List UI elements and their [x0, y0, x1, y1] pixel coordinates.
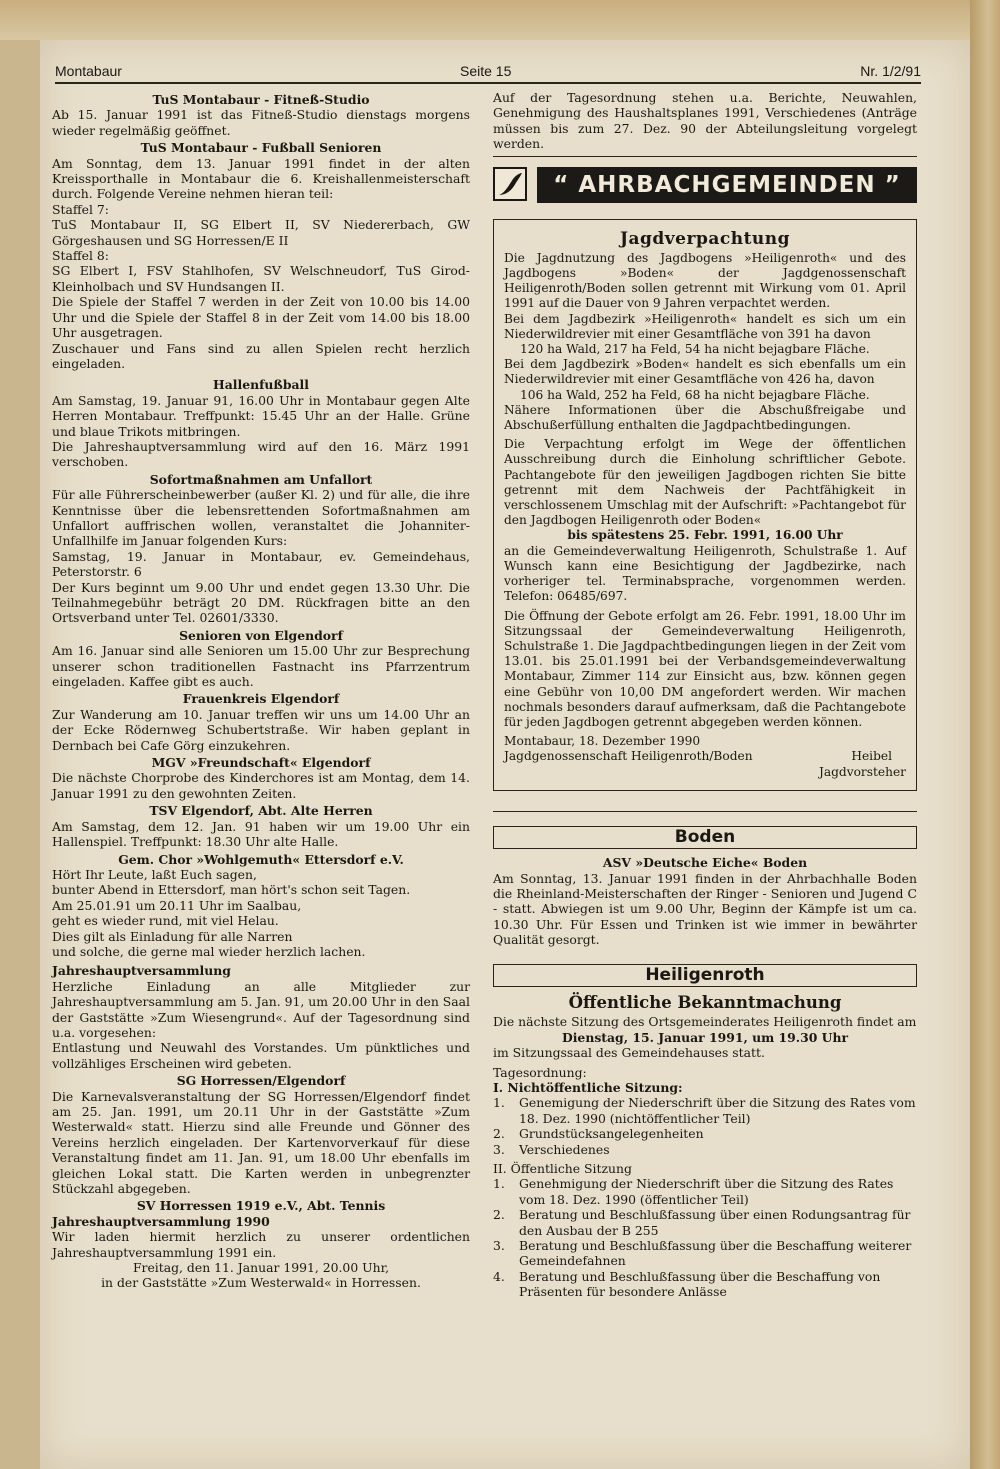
notice-deadline: bis spätestens 25. Febr. 1991, 16.00 Uhr — [567, 528, 843, 543]
article-text: Samstag, 19. Januar in Montabaur, ev. Gemeindehaus, Peterstorstr. 6 — [52, 548, 470, 580]
section-header-boden: Boden — [493, 826, 917, 849]
notice-text: Bei dem Jagdbezirk »Boden« handelt es sich ebenfalls um ein Niederwildrevier mit einer Gesamtfläche von 426 ha, davon — [504, 357, 906, 387]
article-text: Herzliche Einladung an alle Mitglieder zur Jahreshauptversammlung am 5. Jan. 91, um 20.00 Uhr in den Saal der Gaststätte »Zum Wiesengrund«. Auf der Tagesordnung sind u.a. vorgesehen: — [52, 978, 470, 1040]
article-title: SG Horressen/Elgendorf — [176, 1073, 346, 1089]
agenda-label: Tagesordnung: — [493, 1064, 587, 1080]
article-text: Entlastung und Neuwahl des Vorstandes. Um pünktliches und vollzähliges Erscheinen wird gebeten. — [52, 1040, 470, 1071]
article-title: Hallenfußball — [213, 377, 309, 393]
signer-name: Heibel — [851, 749, 892, 764]
notice-text: Die Jagdnutzung des Jagdbogens »Heiligenroth« und des Jagdbogens »Boden« der Jagdgenossenschaft Heiligenroth/Boden sollen getrennt mit Wirkung vom 01. April 1991 auf die Dauer von 9 Jahren verpachtet werden. — [504, 250, 906, 311]
agenda-item: 4. Beratung und Beschlußfassung über die Beschaffung von Präsenten für besondere Anlässe — [493, 1268, 881, 1300]
divider — [493, 811, 917, 812]
article-text: Am Sonntag, 13. Januar 1991 finden in der Ahrbachhalle Boden die Rheinland-Meisterschaften der Ringer - Senioren und Jugend C - statt. Abwiegen ist um 9.00 Uhr, Beginn der Kämpfe ist um ca. 10.30 Uhr. Für Essen und Trinken ist wie immer in bewährter Qualität gesorgt. — [493, 870, 917, 948]
article-text: Die Karnevalsveranstaltung der SG Horressen/Elgendorf findet am 25. Jan. 1991, um 20.11 Uhr in der Gaststätte »Zum Westerwald« statt. Hierzu sind alle Freunde und Gönner des Vereins herzlich eingeladen. Der Kartenvorverkauf für diese Veranstaltung findet am 11. Jan. 91, um 18.00 Uhr ebenfalls im gleichen Lokal statt. Die Karten werden in unbegrenzter Stückzahl abgegeben. — [52, 1088, 470, 1197]
notice-text: an die Gemeindeverwaltung Heiligenroth, Schulstraße 1. Auf Wunsch kann eine Besichtigung der Jagdbezirke, nach vorheriger tel. Terminabsprache, vorgenommen werden. Telefon: 06485/697. — [504, 543, 906, 604]
signer-role: Jagdvorsteher — [818, 764, 906, 779]
agenda-item: 1. Genemigung der Niederschrift über die Sitzung des Rates vom 18. Dez. 1990 (nichtöffentlicher Teil) — [493, 1095, 916, 1126]
signature-row — [504, 749, 906, 764]
article-title: Frauenkreis Elgendorf — [182, 691, 340, 707]
article-text: Wir laden hiermit herzlich zu unserer ordentlichen Jahreshauptversammlung 1991 ein. — [52, 1229, 470, 1260]
article-subtitle: Jahreshauptversammlung 1990 — [52, 1213, 270, 1229]
notice-title: Jagdverpachtung — [619, 228, 791, 249]
agenda-section-label: I. Nichtöffentliche Sitzung: — [493, 1080, 683, 1096]
article-title: SV Horressen 1919 e.V., Abt. Tennis — [136, 1198, 386, 1214]
article-text: Am Sonntag, dem 13. Januar 1991 findet in der alten Kreissporthalle in Montabaur die 6. Kreishallenmeisterschaft durch. Folgende Vereine nehmen hieran teil: — [52, 155, 470, 202]
notice-text: 120 ha Wald, 217 ha Feld, 54 ha nicht bejagbare Fläche. — [520, 342, 870, 357]
article-text: Zuschauer und Fans sind zu allen Spielen recht herzlich eingeladen. — [52, 340, 470, 371]
agenda-section-label: II. Öffentliche Sitzung — [493, 1161, 632, 1177]
event-place: in der Gaststätte »Zum Westerwald« in Horressen. — [101, 1275, 421, 1291]
article-title: TuS Montabaur - Fitneß-Studio — [152, 92, 370, 107]
notice-text: Die Verpachtung erfolgt im Wege der öffentlichen Ausschreibung durch die Einholung schriftlicher Gebote. Pachtangebote für den jeweiligen Jagdbogen richten Sie bitte getrennt mit dem Nachweis der Pachtfähigkeit in verschlossenem Umschlag mit der Aufschrift: »Pachtangebot für den Jagdbogen Heiligenroth oder Boden« — [504, 437, 906, 528]
article-text: SG Elbert I, FSV Stahlhofen, SV Welschneudorf, TuS Girod-Kleinholbach und SV Hundsangen II. — [52, 263, 470, 294]
page-header — [55, 62, 921, 84]
meeting-date: Dienstag, 15. Januar 1991, um 19.30 Uhr — [561, 1029, 848, 1045]
notice-date: Montabaur, 18. Dezember 1990 — [504, 734, 701, 749]
poem-line: bunter Abend in Ettersdorf, man hört's schon seit Tagen. — [52, 882, 411, 898]
article-title: Jahreshauptversammlung — [52, 963, 231, 979]
agenda-list-public — [493, 1176, 917, 1299]
meeting-place: im Sitzungssaal des Gemeindehauses statt. — [493, 1045, 765, 1061]
article-text: Am Samstag, dem 12. Jan. 91 haben wir um 19.00 Uhr ein Hallenspiel. Treffpunkt: 18.30 Uhr alte Halle. — [52, 818, 470, 850]
right-column — [493, 90, 917, 1300]
article-title: TuS Montabaur - Fußball Senioren — [140, 140, 382, 156]
page-top-edge — [0, 0, 1000, 40]
section-header-heiligenroth: Heiligenroth — [493, 964, 917, 987]
article-text: Am 16. Januar sind alle Senioren um 15.00 Uhr zur Besprechung unserer schon traditionellen Fastnacht ins Pfarrzentrum eingeladen. Kaffee gibt es auch. — [52, 643, 470, 690]
article-text: Für alle Führerscheinbewerber (außer Kl. 2) und für alle, die ihre Kenntnisse über die lebensrettenden Sofortmaßnahmen am Unfallort auffrischen wollen, veranstaltet die Johanniter-Unfallhilfe im Januar folgenden Kurs: — [52, 487, 470, 549]
article-text: Am Samstag, 19. Januar 91, 16.00 Uhr in Montabaur gegen Alte Herren Montabaur. Treffpunkt: 15.45 Uhr an der Halle. Grüne und blaue Trikots mitbringen. — [52, 392, 470, 439]
article-text: Die nächste Chorprobe des Kinderchores ist am Montag, dem 14. Januar 1991 zu den gewohnten Zeiten. — [52, 770, 470, 801]
article-title: TSV Elgendorf, Abt. Alte Herren — [149, 803, 373, 819]
article-text: Zur Wanderung am 10. Januar treffen wir uns um 14.00 Uhr an der Ecke Rödernweg Schubertstraße. Wir haben geplant in Dernbach bei Cafe Görg einzukehren. — [52, 706, 470, 753]
left-column — [52, 90, 470, 1291]
notice-text: Nähere Informationen über die Abschußfreigabe und Abschußerfüllung enthalten die Jagdpachtbedingungen. — [504, 402, 906, 433]
section-banner — [493, 167, 917, 203]
agenda-item: 3. Verschiedenes — [493, 1141, 610, 1157]
notice-text: 106 ha Wald, 252 ha Feld, 68 ha nicht bejagbare Fläche. — [520, 387, 870, 402]
agenda-item: 2. Grundstücksangelegenheiten — [493, 1126, 704, 1142]
notice-box — [493, 219, 917, 791]
article-text: Die Spiele der Staffel 7 werden in der Zeit von 10.00 bis 14.00 Uhr und die Spiele der Staffel 8 in der Zeit vom 14.00 bis 18.00 Uhr ausgetragen. — [52, 294, 470, 341]
header-page-number: Seite 15 — [460, 63, 512, 79]
article-text: Staffel 8: — [52, 248, 109, 264]
article-text: Die nächste Sitzung des Ortsgemeinderates Heiligenroth findet am — [493, 1014, 917, 1030]
article-text: TuS Montabaur II, SG Elbert II, SV Niedererbach, GW Görgeshausen und SG Horressen/E II — [52, 217, 470, 248]
notice-text: Die Öffnung der Gebote erfolgt am 26. Febr. 1991, 18.00 Uhr im Sitzungssaal der Gemeindeverwaltung Heiligenroth, Schulstraße 1. Die Jagdpachtbedingungen liegen in der Zeit vom 13.01. bis 25.01.1991 bei der Verbandsgemeindeverwaltung Montabaur, Zimmer 114 zur Einsicht aus, bzw. können gegen eine Gebühr von 10,00 DM angefordert werden. Wir machen nochmals besonders darauf aufmerksam, daß die Pachtangebote für jeden Jagdbogen getrennt abgegeben werden können. — [504, 608, 906, 729]
poem-line: geht es wieder rund, mit viel Helau. — [52, 913, 279, 929]
poem-line: und solche, die gerne mal wieder herzlich lachen. — [52, 943, 366, 959]
municipality-logo-icon — [493, 167, 527, 201]
poem-line: Dies gilt als Einladung für alle Narren — [52, 928, 293, 944]
article-text: Der Kurs beginnt um 9.00 Uhr und endet gegen 13.30 Uhr. Die Teilnahmegebühr beträgt 20 DM. Rückfragen bitte an den Ortsverband unter Tel. 02601/3330. — [52, 579, 470, 626]
notice-text: Bei dem Jagdbezirk »Heiligenroth« handelt es sich um ein Niederwildrevier mit einer Gesamtfläche von 391 ha davon — [504, 311, 906, 341]
header-issue-number: Nr. 1/2/91 — [860, 63, 921, 79]
poem-line: Am 25.01.91 um 20.11 Uhr im Saalbau, — [52, 897, 302, 913]
poem-line: Hört Ihr Leute, laßt Euch sagen, — [52, 866, 257, 882]
page-right-edge — [970, 0, 1000, 1469]
article-text: Die Jahreshauptversammlung wird auf den 16. März 1991 verschoben. — [52, 438, 470, 470]
section-title: “ AHRBACHGEMEINDEN ” — [537, 167, 917, 203]
agenda-item: 1. Genehmigung der Niederschrift über die Sitzung des Rates vom 18. Dez. 1990 (öffentlicher Teil) — [493, 1176, 894, 1207]
article-text: Auf der Tagesordnung stehen u.a. Berichte, Neuwahlen, Genehmigung des Haushaltsplanes 1991, Verschiedenes (Anträge müssen bis zum 27. Dez. 90 der Abteilungsleitung vorgelegt werden. — [493, 90, 917, 152]
article-title: MGV »Freundschaft« Elgendorf — [151, 755, 371, 771]
article-title: Sofortmaßnahmen am Unfallort — [149, 471, 373, 487]
article-text: Staffel 7: — [52, 201, 109, 217]
article-text: Ab 15. Januar 1991 ist das Fitneß-Studio dienstags morgens wieder regelmäßig geöffnet. — [52, 107, 470, 138]
article-title: Senioren von Elgendorf — [179, 627, 343, 643]
header-place: Montabaur — [55, 63, 122, 79]
divider — [493, 156, 917, 157]
agenda-list-closed — [493, 1095, 917, 1157]
agenda-item: 2. Beratung und Beschlußfassung über einen Rodungsantrag für den Ausbau der B 255 — [493, 1207, 911, 1238]
event-date: Freitag, den 11. Januar 1991, 20.00 Uhr, — [132, 1260, 390, 1276]
article-title: Öffentliche Bekanntmachung — [568, 992, 842, 1012]
notice-organisation: Jagdgenossenschaft Heiligenroth/Boden — [504, 749, 753, 764]
agenda-item: 3. Beratung und Beschlußfassung über die Beschaffung weiterer Gemeindefahnen — [493, 1238, 912, 1269]
article-title: ASV »Deutsche Eiche« Boden — [602, 855, 808, 871]
article-title: Gem. Chor »Wohlgemuth« Ettersdorf e.V. — [118, 851, 404, 867]
